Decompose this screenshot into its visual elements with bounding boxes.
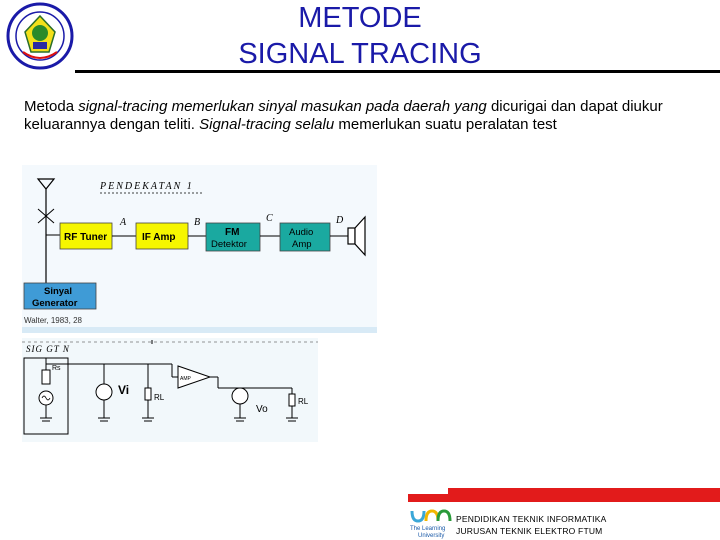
- footer-line-1: PENDIDIKAN TEKNIK INFORMATIKA: [456, 514, 607, 524]
- diagram2-heading: SIG GT N: [26, 344, 70, 354]
- if-amp-label: IF Amp: [142, 232, 176, 243]
- antenna-icon: [38, 179, 54, 283]
- vo-label: Vo: [256, 404, 268, 415]
- amp-label: Amp: [292, 239, 312, 250]
- detektor-label: Detektor: [211, 239, 247, 250]
- diagram1-heading: PENDEKATAN 1: [100, 181, 194, 192]
- rl1-label: RL: [154, 393, 165, 402]
- point-d-label: D: [336, 215, 344, 226]
- rf-tuner-label: RF Tuner: [64, 232, 108, 243]
- paragraph-part-2: signal-tracing memerlukan sinyal masukan pada daerah yang: [78, 98, 491, 115]
- amp-label: AMP: [180, 376, 191, 382]
- audio-label: Audio: [289, 227, 314, 238]
- title-line-2: SIGNAL TRACING: [238, 38, 482, 70]
- footer-line-2: JURUSAN TEKNIK ELEKTRO FTUM: [456, 526, 603, 536]
- signal-tracing-block-diagram: [22, 165, 377, 333]
- paragraph-part-1: Metoda: [24, 98, 79, 115]
- footer-accent-bar: [408, 488, 720, 502]
- footer-institution: [456, 513, 606, 537]
- point-b-label: B: [194, 217, 201, 228]
- vi-label: Vi: [118, 383, 130, 397]
- generator-label-2: Generator: [32, 298, 78, 309]
- rs-label: Rs: [52, 365, 61, 372]
- paragraph-part-4: Signal-tracing selalu: [199, 116, 339, 133]
- rl2-label: RL: [298, 397, 309, 406]
- point-c-label: C: [266, 213, 273, 224]
- signal-generator-circuit: [22, 338, 318, 442]
- vo-meter-icon: [232, 388, 248, 404]
- title-line-1: METODE: [298, 2, 422, 34]
- speaker-icon: [348, 217, 365, 255]
- logo-tagline-2: University: [418, 533, 445, 539]
- page-title: [0, 0, 720, 72]
- logo-tagline-1: The Learning: [410, 526, 446, 532]
- generator-label-1: Sinyal: [44, 286, 72, 297]
- umm-learning-university-logo: [408, 505, 454, 539]
- point-a-label: A: [120, 217, 127, 228]
- fm-label: FM: [225, 227, 240, 238]
- footer-bar-notch: [408, 488, 448, 494]
- intro-paragraph: [24, 98, 704, 134]
- paragraph-part-5: memerlukan suatu peralatan test: [338, 116, 557, 133]
- diagram1-citation: Walter, 1983, 28: [24, 316, 82, 325]
- vi-meter-icon: [96, 384, 112, 400]
- title-divider: [75, 70, 720, 73]
- paragraph-part-3: dicurigai dan dapat diukur keluarannya dengan teliti.: [24, 98, 663, 133]
